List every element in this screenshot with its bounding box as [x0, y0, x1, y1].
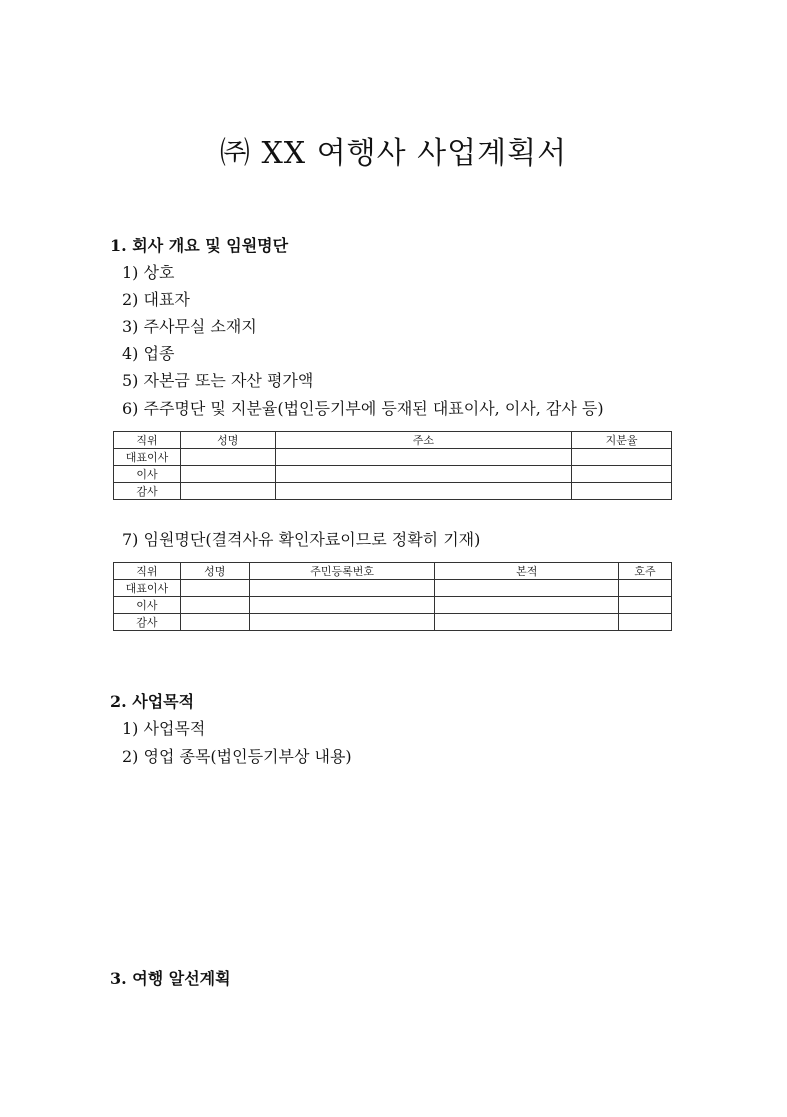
section1-item-7: 7) 임원명단(결격사유 확인자료이므로 정확히 기재): [122, 530, 481, 549]
cell: [275, 466, 571, 483]
header-name: 성명: [180, 563, 249, 580]
cell: [180, 449, 275, 466]
section1-item-6: 6) 주주명단 및 지분율(법인등기부에 등재된 대표이사, 이사, 감사 등): [122, 399, 604, 418]
cell: [249, 580, 435, 597]
section1-item-5: 5) 자본금 또는 자산 평가액: [122, 371, 314, 390]
cell: [619, 614, 672, 631]
cell: [180, 614, 249, 631]
section3-heading: 3. 여행 알선계획: [110, 969, 231, 988]
row-position: 감사: [114, 614, 181, 631]
officer-table: [113, 562, 672, 631]
cell: [249, 597, 435, 614]
section1-item-3: 3) 주사무실 소재지: [122, 317, 257, 336]
table-header-row: [114, 432, 672, 449]
section1-item-1: 1) 상호: [122, 263, 175, 282]
row-position: 이사: [114, 597, 181, 614]
header-share-ratio: 지분율: [572, 432, 672, 449]
table-row: [114, 449, 672, 466]
row-position: 이사: [114, 466, 181, 483]
section1-heading: 1. 회사 개요 및 임원명단: [110, 236, 289, 255]
header-resident-number: 주민등록번호: [249, 563, 435, 580]
section1-item-4: 4) 업종: [122, 344, 175, 363]
cell: [619, 597, 672, 614]
cell: [619, 580, 672, 597]
table-header-row: [114, 563, 672, 580]
table-row: [114, 597, 672, 614]
table-row: [114, 466, 672, 483]
cell: [435, 580, 619, 597]
cell: [180, 580, 249, 597]
cell: [180, 466, 275, 483]
header-position: 직위: [114, 563, 181, 580]
header-position: 직위: [114, 432, 181, 449]
cell: [249, 614, 435, 631]
cell: [275, 483, 571, 500]
row-position: 대표이사: [114, 449, 181, 466]
cell: [180, 483, 275, 500]
section2-item-1: 1) 사업목적: [122, 719, 206, 738]
table-row: [114, 614, 672, 631]
section1-item-2: 2) 대표자: [122, 290, 190, 309]
table-row: [114, 580, 672, 597]
section2-heading: 2. 사업목적: [110, 692, 195, 711]
cell: [572, 466, 672, 483]
row-position: 감사: [114, 483, 181, 500]
cell: [180, 597, 249, 614]
shareholder-table: [113, 431, 672, 500]
header-name: 성명: [180, 432, 275, 449]
header-address: 주소: [275, 432, 571, 449]
section2-item-2: 2) 영업 종목(법인등기부상 내용): [122, 747, 352, 766]
cell: [435, 597, 619, 614]
cell: [572, 449, 672, 466]
cell: [572, 483, 672, 500]
table-row: [114, 483, 672, 500]
header-domicile: 본적: [435, 563, 619, 580]
header-household-head: 호주: [619, 563, 672, 580]
row-position: 대표이사: [114, 580, 181, 597]
cell: [275, 449, 571, 466]
cell: [435, 614, 619, 631]
document-title: ㈜ XX 여행사 사업계획서: [219, 136, 568, 171]
